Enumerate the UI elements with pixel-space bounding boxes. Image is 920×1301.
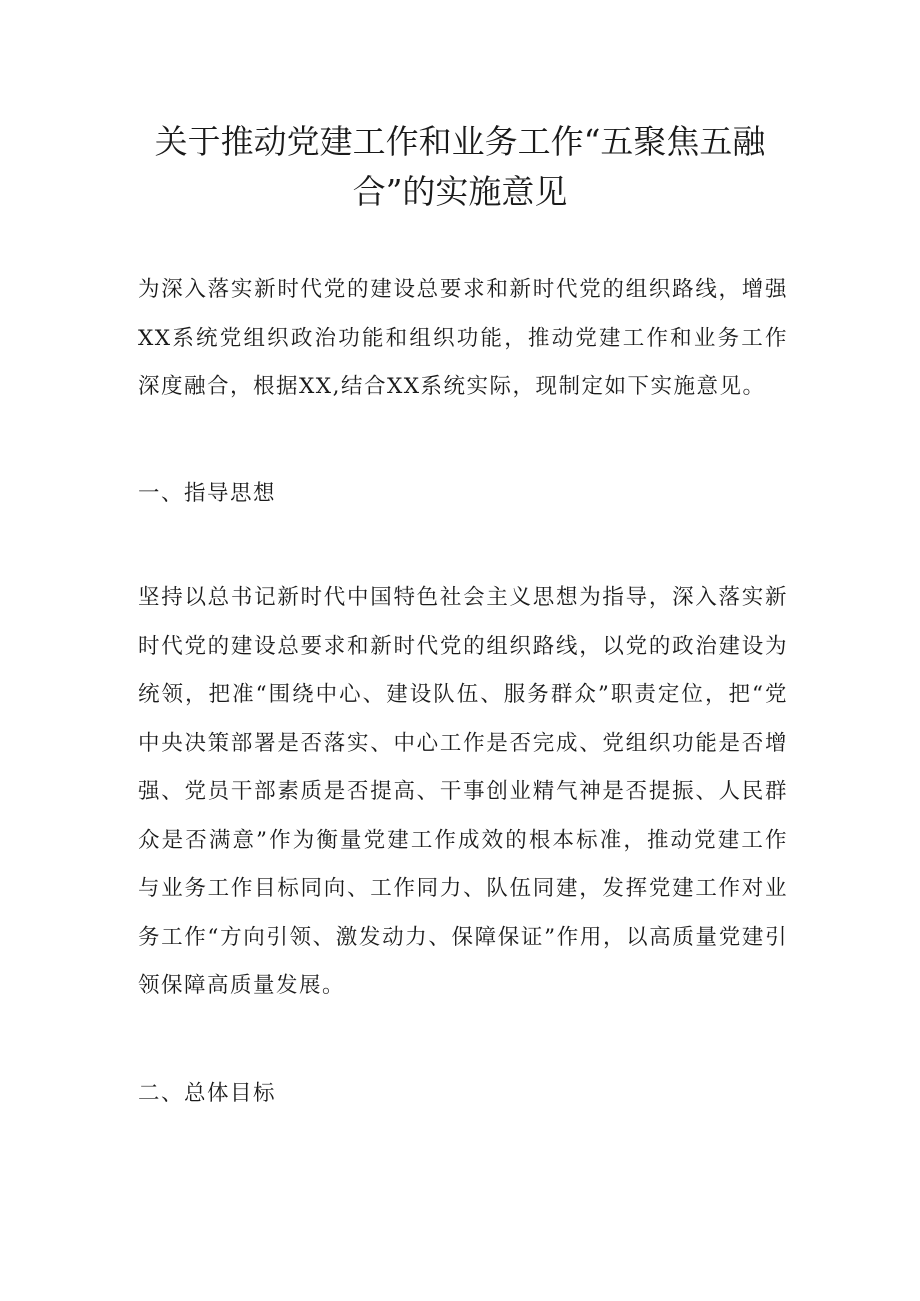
document-title: 关于推动党建工作和业务工作“五聚焦五融合”的实施意见 (154, 122, 766, 211)
intro-paragraph: 为深入落实新时代党的建设总要求和新时代党的组织路线，增强XX系统党组织政治功能和组织功能，推动党建工作和业务工作深度融合，根据XX,结合XX系统实际，现制定如下实施意见。 (138, 277, 788, 399)
section-heading-guiding-ideology: 一、指导思想 (138, 481, 277, 506)
section-body-guiding-ideology: 坚持以总书记新时代中国特色社会主义思想为指导，深入落实新时代党的建设总要求和新时代党的组织路线，以党的政治建设为统领，把准“围绕中心、建设队伍、服务群众”职责定位，把“党中央决策部署是否落实、中心工作是否完成、党组织功能是否增强、党员干部素质是否提高、干事创业精气神是否提振、人民群众是否满意”作为衡量党建工作成效的根本标准，推动党建工作与业务工作目标同向、工作同力、队伍同建，发挥党建工作对业务工作“方向引领、激发动力、保障保证”作用，以高质量党建引领保障高质量发展。 (138, 585, 788, 998)
section-heading-overall-goals: 二、总体目标 (138, 1081, 277, 1106)
